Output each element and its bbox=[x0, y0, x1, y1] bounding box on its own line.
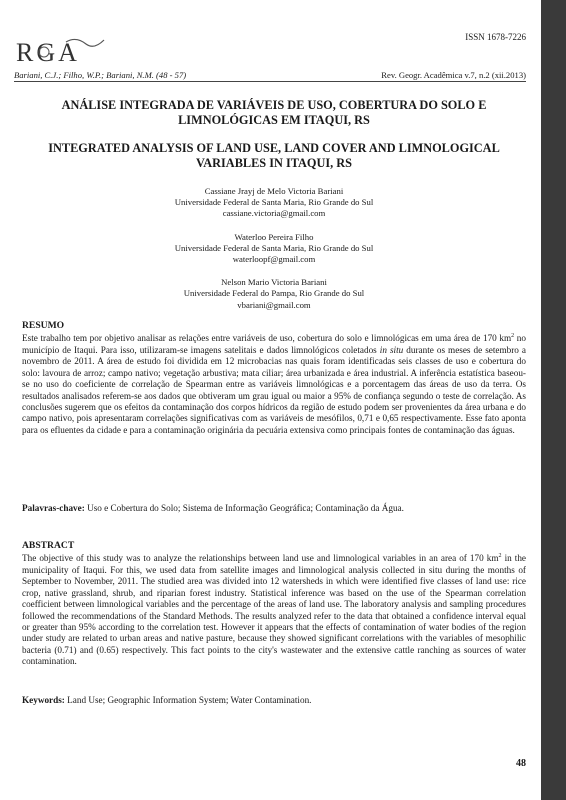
author-email: vbariani@gmail.com bbox=[237, 299, 311, 310]
issn: ISSN 1678-7226 bbox=[465, 32, 526, 42]
authors bbox=[22, 186, 526, 323]
resumo-section bbox=[22, 320, 526, 436]
palavras-chave bbox=[22, 503, 526, 513]
abstract-text: The objective of this study was to analyze the relationships between land use and limnological variables in an area of 170 $km^2$ in the municipality of Itaqui. For this, we used data from satellite images and limnological analysis collected in situ during the months of September to November, 2011. The studied area was divided into 12 watersheds in which were identified five classes of land use: rice crop, native grassland, shrub, and riparian forest industry. Statistical inference was based on the use of the Spearman correlation coefficient between limnological variables and the percentage of the areas of land use. The laboratory analysis and sampling procedures followed the recommendations of the Standard Methods. The results analyzed refer to the data that obtained a confidence interval equal or greater than 95% according to the correlation test. However it appears that the effects of contamination of water bodies of the region under study are related to urban areas and native pasture, because they showed significant correlations with the variables of mesophilic bacteria (0.71) and (0.65) respectively. This fact points to the city's wastewater and the extensive cattle ranching as sources of water contamination. bbox=[22, 553, 527, 667]
palavras-chave-text: Uso e Cobertura do Solo; Sistema de Informação Geográfica; Contaminação da Água. bbox=[84, 503, 404, 513]
author-name: Waterloo Pereira Filho bbox=[234, 231, 314, 242]
author-block bbox=[22, 232, 526, 266]
author-affiliation: Universidade Federal de Santa Maria, Rio Grande do Sul bbox=[174, 242, 374, 253]
running-header bbox=[14, 70, 526, 82]
keywords bbox=[22, 695, 526, 705]
page-number: 48 bbox=[516, 758, 526, 769]
abstract-section bbox=[22, 540, 526, 668]
keywords-label: Keywords: bbox=[22, 695, 65, 705]
logo-text: RGA bbox=[16, 38, 80, 67]
journal-citation: Rev. Geogr. Acadêmica v.7, n.2 (xii.2013) bbox=[381, 70, 526, 80]
side-bar bbox=[541, 0, 566, 800]
author-name: Cassiane Jrayj de Melo Victoria Bariani bbox=[204, 186, 344, 196]
keywords-text: Land Use; Geographic Information System; Water Contamination. bbox=[64, 695, 312, 705]
titles bbox=[22, 98, 526, 184]
author-affiliation: Universidade Federal de Santa Maria, Rio Grande do Sul bbox=[174, 197, 374, 208]
palavras-chave-label: Palavras-chave: bbox=[22, 503, 85, 513]
abstract-heading: ABSTRACT bbox=[22, 540, 75, 551]
author-block bbox=[22, 277, 526, 311]
author-block bbox=[22, 186, 526, 220]
author-affiliation: Universidade Federal do Pampa, Rio Grande do Sul bbox=[183, 288, 365, 299]
title-en: INTEGRATED ANALYSIS OF LAND USE, LAND COVER AND LIMNOLOGICAL VARIABLES IN ITAQUI, RS bbox=[48, 141, 500, 170]
resumo-text: Este trabalho tem por objetivo analisar as relações entre variáveis de uso, cobertura do solo e limnológicas em uma área de 170 $km^2$ no município de Itaqui. Para isso, utilizaram-se imagens satelitais e dados limnológicos coletados in situ durante os meses de setembro a novembro de 2011. A área de estudo foi dividida em 12 microbacias nas quais foram identificadas seis classes de uso e cobertura do solo: lavoura de arroz; campo nativo; vegetação arbustiva; mata ciliar; área urbanizada e área industrial. A inferência estatística baseou-se no uso do coeficiente de correlação de Spearman entre as variáveis limnológicas e a porcentagem das áreas de uso da terra. Os resultados analisados referem-se aos dados que obtiveram um grau igual ou maior a 95% de confiança segundo o teste de correlação. As conclusões sugerem que os efeitos da contaminação dos corpos hídricos da região de estudo podem ser provenientes da área urbana e do campo nativo, pois apresentaram correlações significativas com as variáveis de mesófilos, 0,71 e 0,65 respectivamente. Esse fato aponta para os efluentes da cidade e para a contaminação originária da pecuária extensiva como principais fontes de contaminação das águas. bbox=[22, 333, 527, 435]
title-pt: ANÁLISE INTEGRADA DE VARIÁVEIS DE USO, COBERTURA DO SOLO E LIMNOLÓGICAS EM ITAQUI, RS bbox=[61, 98, 487, 127]
author-email: cassiane.victoria@gmail.com bbox=[222, 208, 326, 219]
journal-logo bbox=[14, 34, 110, 70]
resumo-heading: RESUMO bbox=[22, 320, 65, 331]
running-authors: Bariani, C.J.; Filho, W.P.; Bariani, N.M. (48 - 57) bbox=[14, 70, 187, 80]
author-email: waterloopf@gmail.com bbox=[232, 254, 316, 265]
author-name: Nelson Mario Victoria Bariani bbox=[221, 277, 327, 288]
